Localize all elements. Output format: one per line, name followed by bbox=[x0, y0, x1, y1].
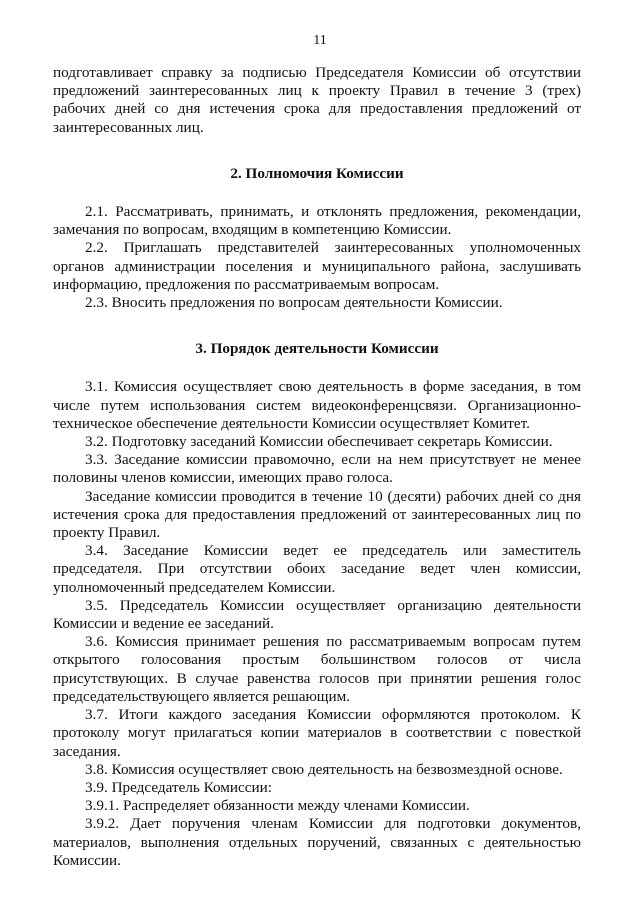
paragraph-2-3: 2.3. Вносить предложения по вопросам деятельности Комиссии. bbox=[85, 294, 503, 312]
paragraph-3-9-2: 3.9.2. Дает поручения членам Комиссии для подготовки документов, материалов, выполнения отдельных поручений, связанных с деятельностью Комиссии. bbox=[53, 815, 581, 869]
page-number: 11 bbox=[313, 33, 327, 48]
section-3-title: 3. Порядок деятельности Комиссии bbox=[195, 340, 439, 358]
section-2-title: 2. Полномочия Комиссии bbox=[230, 164, 404, 182]
paragraph-3-9-1: 3.9.1. Распределяет обязанности между членами Комиссии. bbox=[85, 797, 470, 815]
paragraph-3-5: 3.5. Председатель Комиссии осуществляет организацию деятельности Комиссии и ведение ее заседаний. bbox=[53, 596, 581, 633]
paragraph-3-9: 3.9. Председатель Комиссии: bbox=[85, 778, 273, 796]
paragraph-3-6: 3.6. Комиссия принимает решения по рассматриваемым вопросам путем открытого голосования простым большинством голосов от числа присутствующих. В случае равенства голосов при принятии решения голос председательствующего является решающим. bbox=[53, 633, 581, 705]
paragraph-2-2: 2.2. Приглашать представителей заинтересованных уполномоченных органов администрации поселения и муниципального района, заслушивать информацию, предложения по рассматриваемым вопросам. bbox=[53, 239, 581, 293]
paragraph-2-1: 2.1. Рассматривать, принимать, и отклонять предложения, рекомендации, замечания по вопросам, входящим в компетенцию Комиссии. bbox=[53, 203, 581, 239]
paragraph-3-3: 3.3. Заседание комиссии правомочно, если на нем присутствует не менее половины членов комиссии, имеющих право голоса. bbox=[53, 451, 581, 487]
paragraph-3-4: 3.4. Заседание Комиссии ведет ее председатель или заместитель председателя. При отсутствии обоих заседание ведет член комиссии, уполномоченный председателем Комиссии. bbox=[53, 542, 581, 596]
paragraph-3-7: 3.7. Итоги каждого заседания Комиссии оформляются протоколом. К протоколу могут прилагаться копии материалов в соответствии с повесткой заседания. bbox=[53, 706, 581, 760]
paragraph-3-3-schedule: Заседание комиссии проводится в течение 10 (десяти) рабочих дней со дня истечения срока для предоставления предложений от заинтересованных лиц по проекту Правил. bbox=[53, 487, 581, 542]
paragraph-3-1: 3.1. Комиссия осуществляет свою деятельность в форме заседания, в том числе путем использования систем видеоконференцсвязи. Организационно-техническое обеспечение деятельности Комиссии осуществляет Комитет. bbox=[53, 378, 581, 432]
paragraph-3-8: 3.8. Комиссия осуществляет свою деятельность на безвозмездной основе. bbox=[85, 760, 563, 778]
paragraph-3-2: 3.2. Подготовку заседаний Комиссии обеспечивает секретарь Комиссии. bbox=[85, 433, 553, 451]
document-body bbox=[53, 64, 581, 870]
intro-paragraph: подготавливает справку за подписью Председателя Комиссии об отсутствии предложений заинтересованных лиц к проекту Правил в течение 3 (трех) рабочих дней со дня истечения срока для предоставления предложений от заинтересованных лиц. bbox=[53, 64, 581, 136]
